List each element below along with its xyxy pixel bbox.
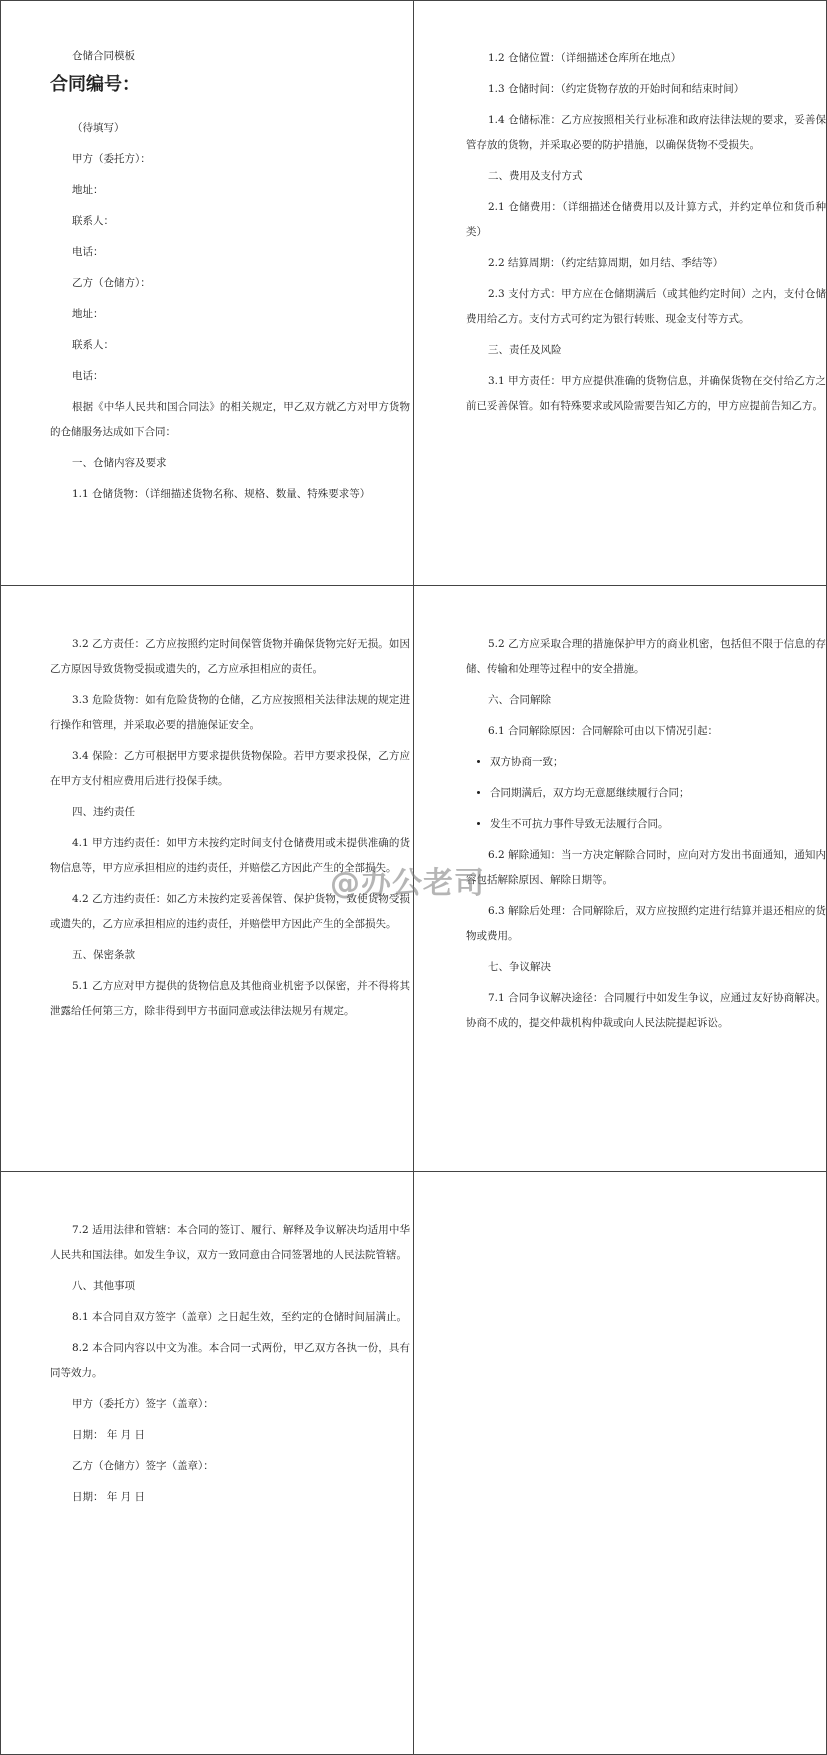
document-name: 仓储合同模板 (72, 50, 135, 62)
row-divider-2 (0, 1171, 827, 1172)
section-1-heading: 一、仓储内容及要求 (72, 457, 167, 469)
party-b-signature: 乙方（仓储方）签字（盖章）： (72, 1460, 214, 1472)
party-a-address: 地址： (72, 184, 104, 196)
party-b-contact: 联系人： (72, 339, 114, 351)
watermark: @办公老司 (330, 866, 485, 901)
party-a-phone: 电话： (72, 246, 104, 258)
page-4 (466, 632, 826, 1042)
party-a-contact: 联系人： (72, 215, 114, 227)
clause-2-3: 2.3 支付方式：甲方应在仓储期满后（或其他约定时间）之内，支付仓储费用给乙方。支付方式可约定为银行转账、现金支付等方式。 (466, 288, 826, 325)
section-6-heading: 六、合同解除 (488, 694, 551, 706)
clause-8-2: 8.2 本合同内容以中文为准。本合同一式两份，甲乙双方各执一份，具有同等效力。 (50, 1342, 410, 1379)
list-item: • 发生不可抗力事件导致无法履行合同。 (490, 812, 826, 837)
clause-2-1: 2.1 仓储费用：（详细描述仓储费用以及计算方式，并约定单位和货币种类） (466, 201, 826, 238)
contract-number-heading: 合同编号： (50, 74, 140, 95)
party-a-date: 日期： 年 月 日 (72, 1429, 146, 1441)
contract-number-value: （待填写） (72, 122, 125, 134)
clause-4-1: 4.1 甲方违约责任：如甲方未按约定时间支付仓储费用或未提供准确的货物信息等，甲方应承担相应的违约责任，并赔偿乙方因此产生的全部损失。 (50, 837, 410, 874)
clause-5-2: 5.2 乙方应采取合理的措施保护甲方的商业机密，包括但不限于信息的存储、传输和处理等过程中的安全措施。 (466, 638, 826, 675)
page-2 (466, 46, 826, 425)
clause-6-1: 6.1 合同解除原因：合同解除可由以下情况引起： (488, 725, 719, 737)
clause-4-2: 4.2 乙方违约责任：如乙方未按约定妥善保管、保护货物，致使货物受损或遗失的，乙方应承担相应的违约责任，并赔偿甲方因此产生的全部损失。 (50, 893, 410, 930)
section-8-heading: 八、其他事项 (72, 1280, 135, 1292)
clause-1-3: 1.3 仓储时间：（约定货物存放的开始时间和结束时间） (488, 83, 745, 95)
clause-7-1: 7.1 合同争议解决途径：合同履行中如发生争议，应通过友好协商解决。协商不成的，提交仲裁机构仲裁或向人民法院提起诉讼。 (466, 992, 826, 1029)
clause-3-1: 3.1 甲方责任：甲方应提供准确的货物信息，并确保货物在交付给乙方之前已妥善保管。如有特殊要求或风险需要告知乙方的，甲方应提前告知乙方。 (466, 375, 826, 412)
clause-5-1: 5.1 乙方应对甲方提供的货物信息及其他商业机密予以保密，并不得将其泄露给任何第三方，除非得到甲方书面同意或法律法规另有规定。 (50, 980, 410, 1017)
party-b-phone: 电话： (72, 370, 104, 382)
list-item: • 双方协商一致； (490, 750, 826, 775)
party-b-label: 乙方（仓储方）： (72, 277, 151, 289)
page-1 (50, 46, 410, 513)
clause-6-2: 6.2 解除通知：当一方决定解除合同时，应向对方发出书面通知，通知内容包括解除原因、解除日期等。 (466, 849, 826, 886)
clause-8-1: 8.1 本合同自双方签字（盖章）之日起生效，至约定的仓储时间届满止。 (72, 1311, 408, 1323)
party-b-date: 日期： 年 月 日 (72, 1491, 146, 1503)
clause-2-2: 2.2 结算周期：（约定结算周期，如月结、季结等） (488, 257, 724, 269)
clause-3-3: 3.3 危险货物：如有危险货物的仓储，乙方应按照相关法律法规的规定进行操作和管理，并采取必要的措施保证安全。 (50, 694, 410, 731)
party-b-address: 地址： (72, 308, 104, 320)
list-item: • 合同期满后，双方均无意愿继续履行合同； (490, 781, 826, 806)
clause-3-2: 3.2 乙方责任：乙方应按照约定时间保管货物并确保货物完好无损。如因乙方原因导致货物受损或遗失的，乙方应承担相应的责任。 (50, 638, 410, 675)
preamble-paragraph: 根据《中华人民共和国合同法》的相关规定，甲乙双方就乙方对甲方货物的仓储服务达成如下合同： (50, 401, 410, 438)
row-divider-1 (0, 585, 827, 586)
section-4-heading: 四、违约责任 (72, 806, 135, 818)
section-5-heading: 五、保密条款 (72, 949, 135, 961)
clause-7-2: 7.2 适用法律和管辖：本合同的签订、履行、解释及争议解决均适用中华人民共和国法律。如发生争议，双方一致同意由合同签署地的人民法院管辖。 (50, 1224, 410, 1261)
page-5 (50, 1218, 410, 1516)
party-a-label: 甲方（委托方）： (72, 153, 151, 165)
section-3-heading: 三、责任及风险 (488, 344, 562, 356)
party-a-signature: 甲方（委托方）签字（盖章）： (72, 1398, 214, 1410)
clause-1-2: 1.2 仓储位置：（详细描述仓库所在地点） (488, 52, 682, 64)
termination-reasons-list (466, 750, 826, 837)
clause-3-4: 3.4 保险：乙方可根据甲方要求提供货物保险。若甲方要求投保，乙方应在甲方支付相应费用后进行投保手续。 (50, 750, 410, 787)
clause-1-1: 1.1 仓储货物：（详细描述货物名称、规格、数量、特殊要求等） (72, 488, 371, 500)
page-3 (50, 632, 410, 1030)
clause-1-4: 1.4 仓储标准：乙方应按照相关行业标准和政府法律法规的要求，妥善保管存放的货物，并采取必要的防护措施，以确保货物不受损失。 (466, 114, 826, 151)
clause-6-3: 6.3 解除后处理：合同解除后，双方应按照约定进行结算并退还相应的货物或费用。 (466, 905, 826, 942)
section-7-heading: 七、争议解决 (488, 961, 551, 973)
section-2-heading: 二、费用及支付方式 (488, 170, 583, 182)
